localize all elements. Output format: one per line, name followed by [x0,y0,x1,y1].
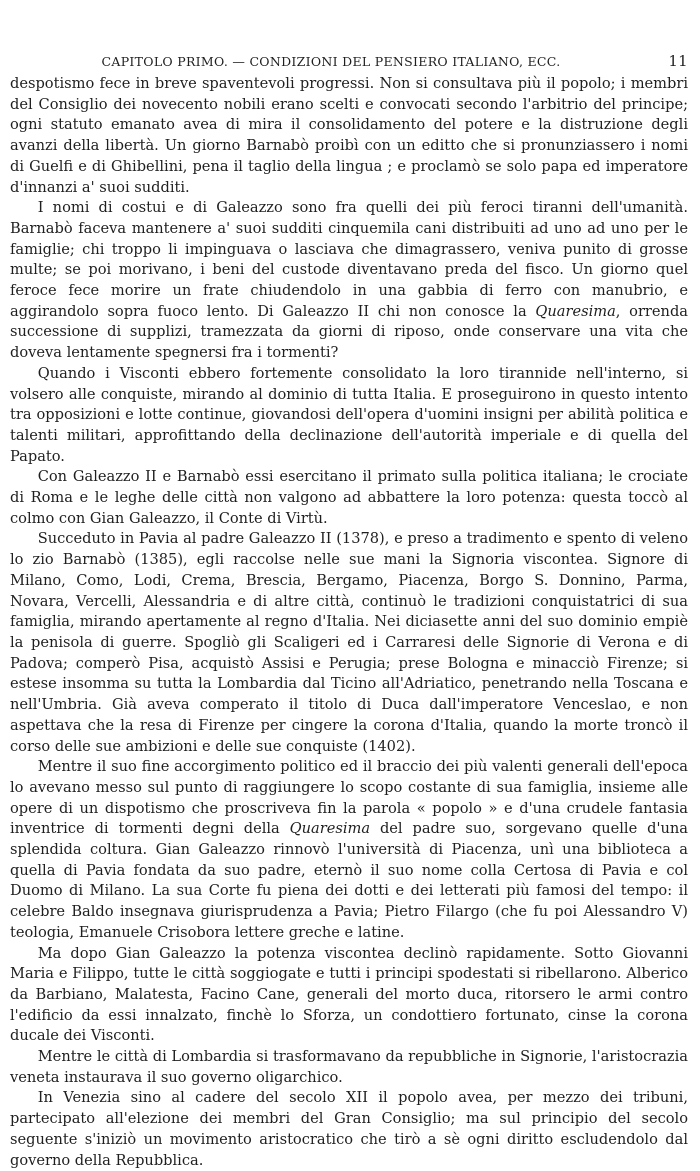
body-text [10,74,688,1171]
paragraph [10,529,688,757]
text-run: del padre suo, sorgevano quelle d'una splendida coltura. Gian Galeazzo rinnovò l'università di Piacenza, unì una biblioteca a quella di Pavia fondata da suo padre, eternò il suo nome colla Certosa di Pavia e col Duomo di Milano. La sua Corte fu piena dei dotti e dei letterati più famosi del tempo: il celebre Baldo insegnava giurisprudenza a Pavia; Pietro Filargo (che fu poi Alessandro V) teologia, Emanuele Crisobora lettere greche e latine. [10,820,688,941]
paragraph [10,757,688,943]
text-run: Mentre il suo fine accorgimento politico ed il braccio dei più valenti generali dell'epoca lo avevano messo sul punto di raggiungere lo scopo costante di sua famiglia, insieme alle opere di un dispotismo che proscriveva fin la parola « popolo » e d'una crudele fantasia inventrice di tormenti degni della [10,758,688,838]
text-run: Quando i Visconti ebbero fortemente consolidato la loro tirannide nell'interno, si volsero alle conquiste, mirando al dominio di tutta Italia. E proseguirono in questo intento tra opposizioni e lotte continue, giovandosi dell'opera d'uomini insigni per abilità politica e talenti militari, approfittando della declinazione dell'autorità imperiale e di quella del Papato. [10,364,688,465]
paragraph [10,198,688,364]
paragraph [10,74,688,198]
paragraph [10,944,688,1048]
book-page [10,50,688,1171]
text-run: I nomi di costui e di Galeazzo sono fra quelli dei più feroci tiranni dell'umanità. Barnabò faceva mantenere a' suoi sudditi cinquemila cani distribuiti ad uno ad uno per le famiglie; chi troppo li impinguava o lasciava che dimagrassero, veniva punito di grosse multe; se poi morivano, i beni del custode diventavano preda del fisco. Un giorno quel feroce fece morire un frate chiudendolo in una gabbia di ferro con manubrio, e aggirandolo sopra fuoco lento. Di Galeazzo II chi non conosce la [10,199,688,320]
running-head [10,50,688,74]
paragraph [10,1088,688,1171]
text-run: Con Galeazzo II e Barnabò essi esercitano il primato sulla politica italiana; le crociate di Roma e le leghe delle città non valgono ad abbattere la loro potenza: questa toccò al colmo con Gian Galeazzo, il Conte di Virtù. [10,468,688,527]
paragraph [10,364,688,468]
running-title: CAPITOLO PRIMO. — CONDIZIONI DEL PENSIERO ITALIANO, ECC. [101,54,561,69]
text-run: In Venezia sino al cadere del secolo XII il popolo avea, per mezzo dei tribuni, partecipato all'elezione dei membri del Gran Consiglio; ma sul principio del secolo seguente s'iniziò un movimento aristocratico che tirò a sè ogni diritto escludendolo dal governo della Repubblica. [10,1089,688,1169]
text-run: Ma dopo Gian Galeazzo la potenza viscontea declinò rapidamente. Sotto Giovanni Maria e Filippo, tutte le città soggiogate e tutti i principi spodestati si ribellarono. Alberico da Barbiano, Malatesta, Facino Cane, generali del morto duca, ritorsero le armi contro l'edificio da essi innalzato, finchè lo Sforza, un condottiero fortunato, cinse la corona ducale dei Visconti. [10,944,688,1045]
page-number: 11 [668,52,688,70]
italic-run: Quaresima [535,302,616,320]
text-run: Mentre le città di Lombardia si trasformavano da repubbliche in Signorie, l'aristocrazia veneta instaurava il suo governo oligarchico. [10,1048,688,1086]
text-run: Succeduto in Pavia al padre Galeazzo II (1378), e preso a tradimento e spento di veleno lo zio Barnabò (1385), egli raccolse nelle sue mani la Signoria viscontea. Signore di Milano, Como, Lodi, Crema, Brescia, Bergamo, Piacenza, Borgo S. Donnino, Parma, Novara, Vercelli, Alessandria e di altre città, continuò le tradizioni conquistatrici di sua famiglia, mirando apertamente al regno d'Italia. Nei diciasette anni del suo dominio empiè la penisola di guerre. Spogliò gli Scaligeri ed i Carraresi delle Signorie di Verona e di Padova; comperò Pisa, acquistò Assisi e Perugia; prese Bologna e minacciò Firenze; si estese insomma su tutta la Lombardia dal Ticino all'Adriatico, penetrando nella Toscana e nell'Umbria. Già aveva comperato il titolo di Duca dall'imperatore Venceslao, e non aspettava che la resa di Firenze per cingere la corona d'Italia, quando la morte troncò il corso delle sue ambizioni e delle sue conquiste (1402). [10,530,688,755]
text-run: , orrenda successione di supplizi, tramezzata da giorni di riposo, onde conservare una vita che doveva lentamente spegnersi fra i tormenti? [10,302,688,362]
text-run: despotismo fece in breve spaventevoli progressi. Non si consultava più il popolo; i membri del Consiglio dei novecento nobili erano scelti e convocati secondo l'arbitrio del principe; ogni statuto emanato avea di mira il consolidamento del potere e la distruzione degli avanzi della libertà. Un giorno Barnabò proibì con un editto che si pronunziassero i nomi di Guelfi e di Ghibellini, pena il taglio della lingua ; e proclamò se solo papa ed imperatore d'innanzi a' suoi sudditi. [10,75,688,196]
paragraph [10,1047,688,1088]
paragraph [10,467,688,529]
italic-run: Quaresima [289,820,371,838]
